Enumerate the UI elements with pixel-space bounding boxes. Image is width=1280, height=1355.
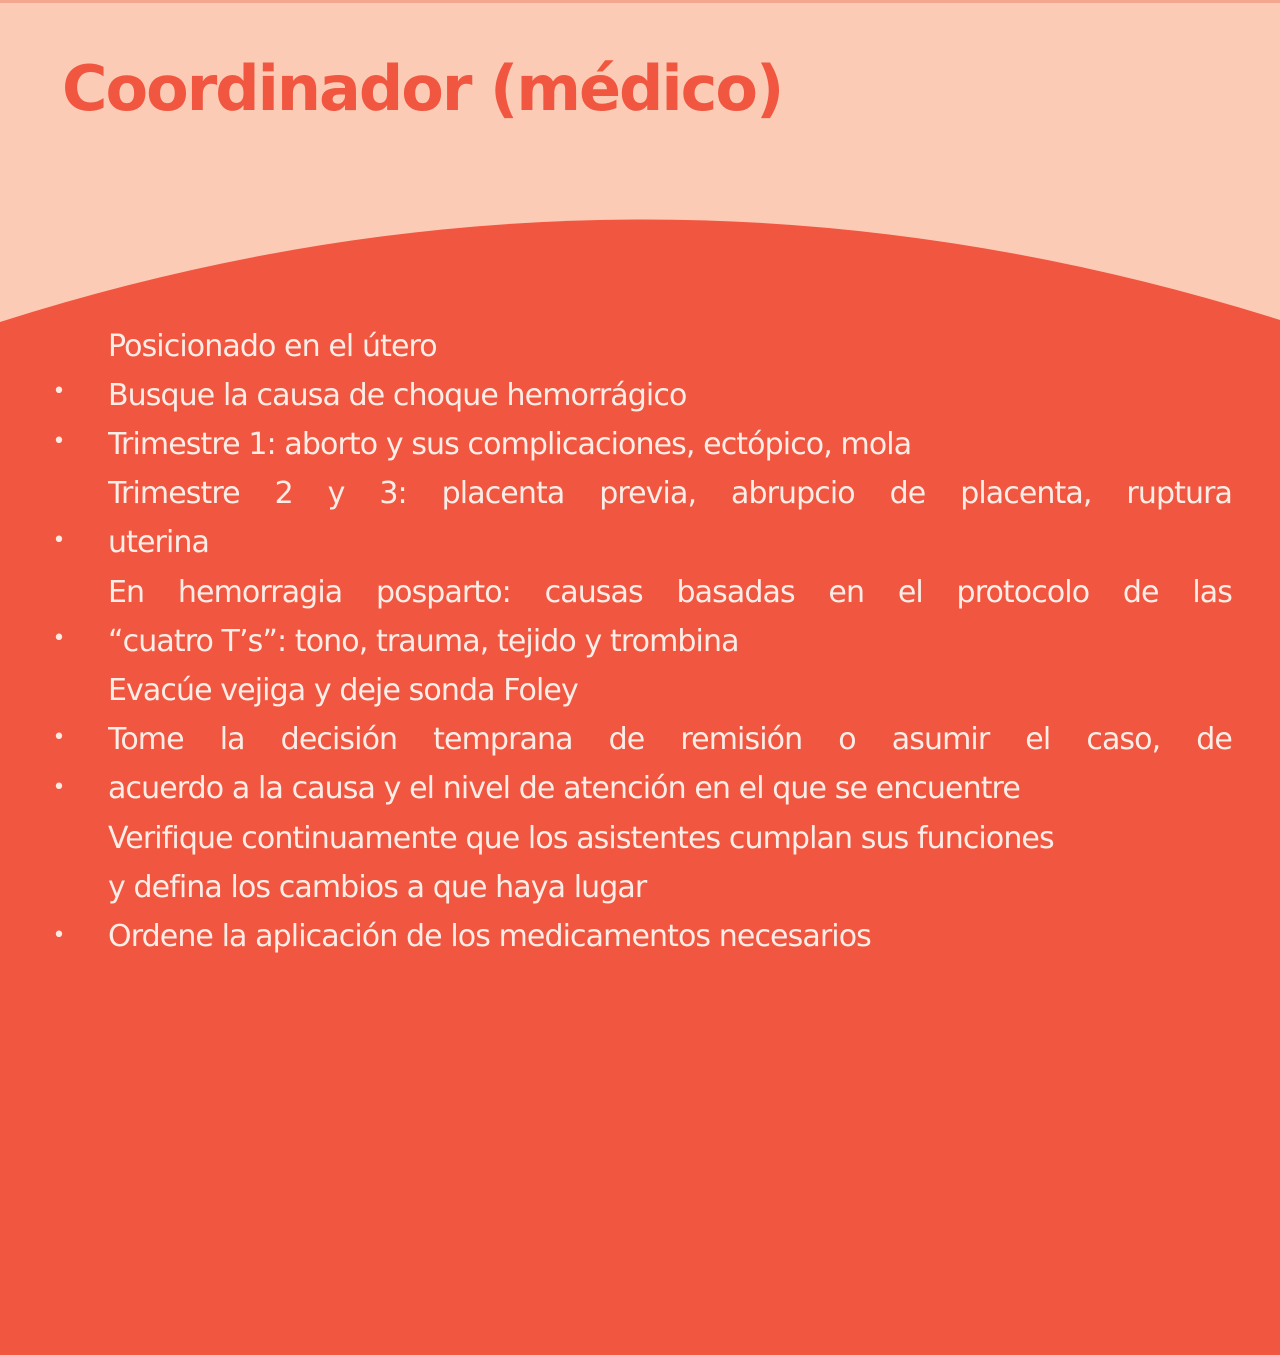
list-line: Evacúe vejiga y deje sonda Foley (108, 673, 578, 708)
list-line: uterina (108, 525, 209, 560)
list-line: “cuatro T’s”: tono, trauma, tejido y trombina (108, 624, 739, 659)
list-line: y defina los cambios a que haya lugar (108, 870, 647, 905)
bullet-icon: • (52, 379, 66, 404)
bullet-icon: • (52, 528, 66, 553)
bullet-icon: • (52, 775, 66, 800)
list-line: Tome la decisión temprana de remisión o asumir el caso, de (108, 722, 1232, 757)
list-line: Trimestre 2 y 3: placenta previa, abrupcio de placenta, ruptura (108, 476, 1232, 511)
top-edge (0, 0, 1280, 3)
page-title: Coordinador (médico) (62, 52, 783, 125)
bullet-icon: • (52, 626, 66, 651)
bullet-icon: • (52, 725, 66, 750)
bullet-icon: • (52, 923, 66, 948)
list-line: Ordene la aplicación de los medicamentos necesarios (108, 919, 871, 954)
list-line: Busque la causa de choque hemorrágico (108, 378, 687, 413)
list-line: acuerdo a la causa y el nivel de atención en el que se encuentre (108, 771, 1020, 806)
list-line: Verifique continuamente que los asistentes cumplan sus funciones (108, 821, 1054, 856)
list-line: Posicionado en el útero (108, 329, 437, 364)
list-line: En hemorragia posparto: causas basadas en el protocolo de las (108, 575, 1232, 610)
bullet-icon: • (52, 429, 66, 454)
list-line: Trimestre 1: aborto y sus complicaciones, ectópico, mola (108, 427, 912, 462)
